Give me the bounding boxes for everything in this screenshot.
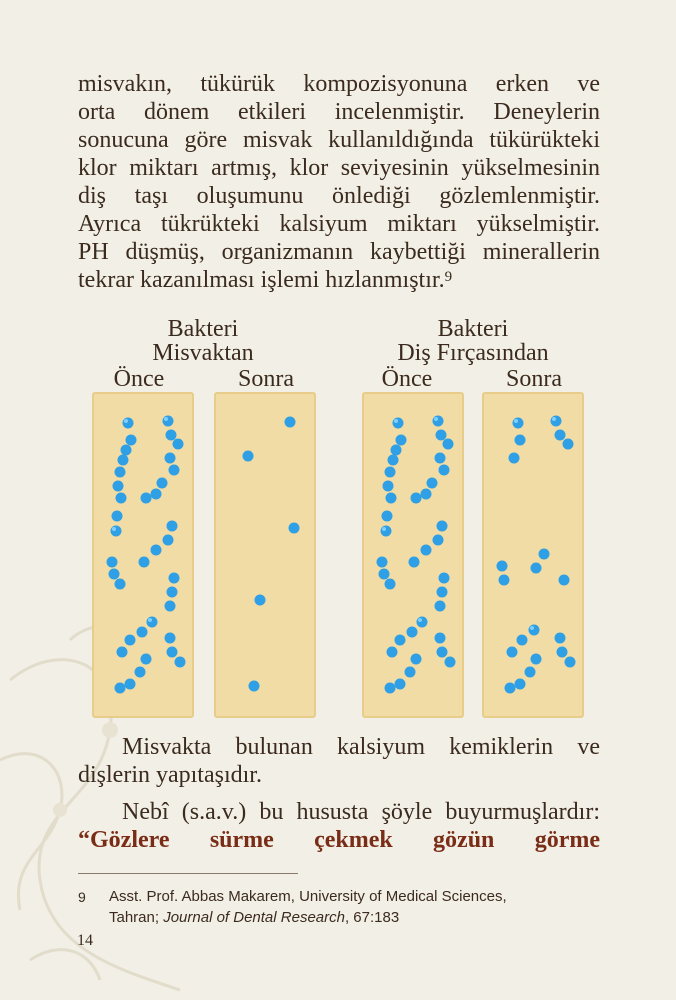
body-paragraph-1 <box>78 70 600 294</box>
figure-group-1-before-label: Önce <box>113 366 165 392</box>
panel-misvak-before <box>92 392 194 718</box>
text-line: dişlerin yapıtaşıdır. <box>78 762 262 788</box>
bacteria-misvak-after <box>216 394 318 720</box>
text-line: orta dönem etkileri incelenmiştir. Deneylerin <box>78 99 600 125</box>
text-line: diş taşı oluşumunu önlediği gözlemlenmiştir. <box>78 183 600 209</box>
figure-group-2-before-label: Önce <box>381 366 433 392</box>
body-paragraph-2 <box>78 733 600 789</box>
text-line: Ayrıca tükrükteki kalsiyum miktarı yükselmiştir. <box>78 211 600 237</box>
bacteria-misvak-before <box>94 394 196 720</box>
text-line: misvakın, tükürük kompozisyonuna erken ve <box>78 71 600 97</box>
bacteria-brush-after <box>484 394 586 720</box>
quote-line: “Gözlere sürme çekmek gözün görme <box>78 827 600 853</box>
panel-brush-after <box>482 392 584 718</box>
footnote-divider <box>78 873 298 874</box>
footnote-line-1: Asst. Prof. Abbas Makarem, University of Medical Sciences, <box>109 888 507 905</box>
bacteria-brush-before <box>364 394 466 720</box>
figure-group-2-after-label: Sonra <box>506 366 562 392</box>
footnote-number: 9 <box>78 889 86 905</box>
footnote-reference: 9 <box>444 269 453 285</box>
panel-brush-before <box>362 392 464 718</box>
hadith-quote <box>78 826 600 854</box>
figure-group-1-title-2: Misvaktan <box>152 340 254 366</box>
panel-misvak-after <box>214 392 316 718</box>
figure-group-2-title-2: Diş Fırçasından <box>397 340 549 366</box>
page-number: 14 <box>77 932 93 949</box>
text-line: PH düşmüş, organizmanın kaybettiği minerallerin <box>78 239 600 265</box>
figure-group-1-after-label: Sonra <box>238 366 294 392</box>
text-line: sonucuna göre misvak kullanıldığında tükürükteki <box>78 127 600 153</box>
text-line: Nebî (s.a.v.) bu hususta şöyle buyurmuşlardır: <box>122 799 600 825</box>
text-line-content: tekrar kazanılması işlemi hızlanmıştır. <box>78 267 445 293</box>
footnote-line-2 <box>109 908 399 928</box>
figure-group-2-title-1: Bakteri <box>437 316 509 342</box>
text-line: Misvakta bulunan kalsiyum kemiklerin ve <box>122 734 600 760</box>
footnote-citation: , 67:183 <box>344 909 400 926</box>
body-paragraph-3 <box>78 798 600 826</box>
footnote-journal: Journal of Dental Research <box>163 909 345 926</box>
text-line: klor miktarı artmış, klor seviyesinin yükselmesinin <box>78 155 600 181</box>
text-line-last <box>78 266 600 294</box>
footnote-source-place: Tahran; <box>109 909 164 926</box>
figure-group-1-title-1: Bakteri <box>167 316 239 342</box>
